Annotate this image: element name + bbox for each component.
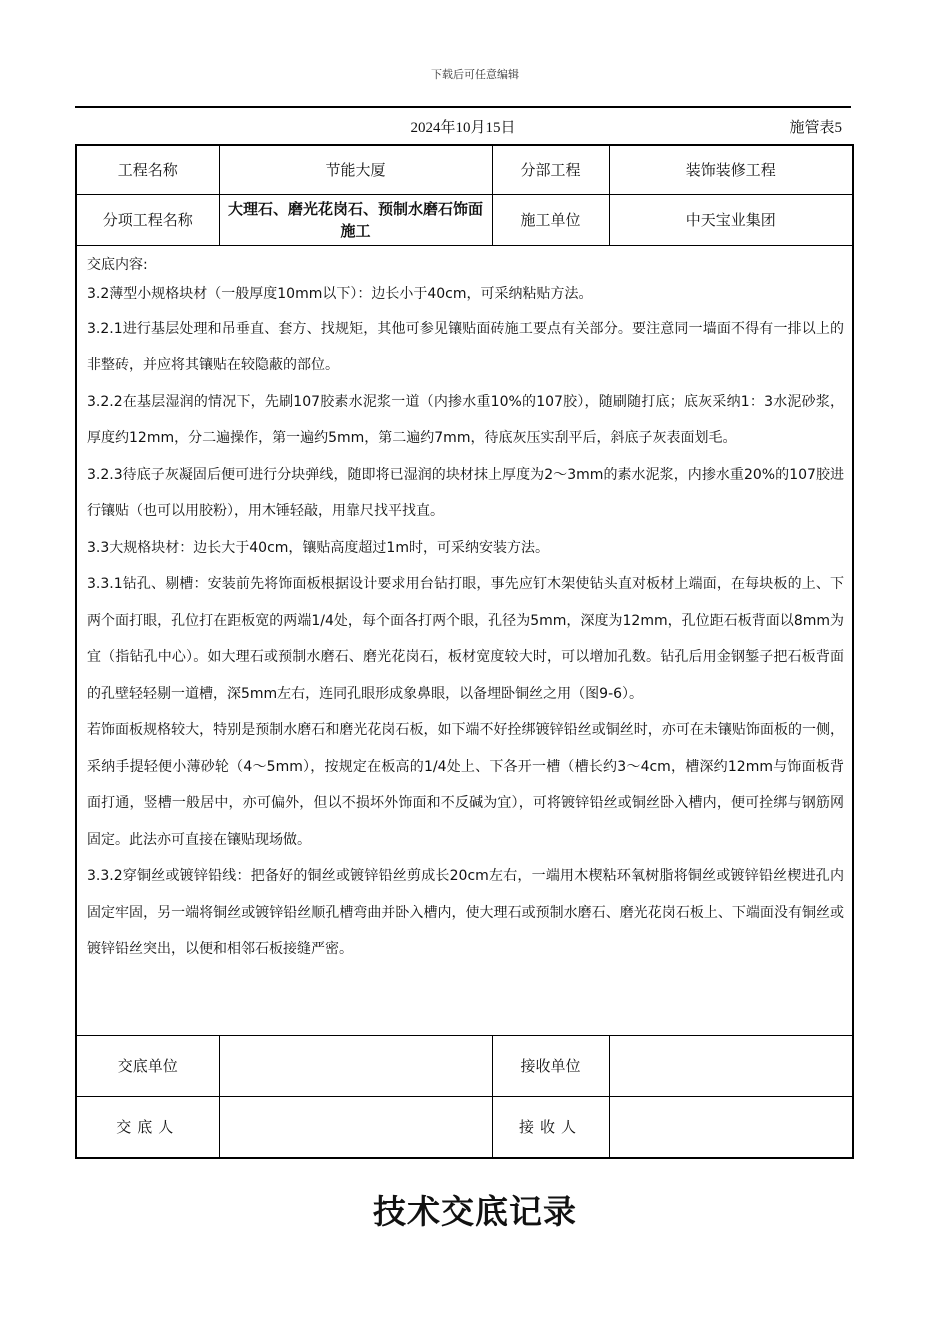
receiver-unit-value[interactable] bbox=[609, 1035, 853, 1096]
header-note: 下载后可任意编辑 bbox=[431, 68, 519, 81]
division-value: 装饰装修工程 bbox=[609, 145, 853, 194]
receiver-person-value[interactable] bbox=[609, 1096, 853, 1158]
subitem-value: 大理石、磨光花岗石、预制水磨石饰面施工 bbox=[219, 194, 492, 245]
paragraph-3-3: 3.3大规格块材：边长大于40cm，镶贴高度超过1m时，可采纳安装方法。 bbox=[87, 539, 549, 556]
handover-person-label: 交底人 bbox=[76, 1096, 219, 1158]
page-title: 技术交底记录 bbox=[373, 1192, 577, 1231]
handover-unit-label: 交底单位 bbox=[76, 1035, 219, 1096]
handover-unit-value[interactable] bbox=[219, 1035, 492, 1096]
handover-person-value[interactable] bbox=[219, 1096, 492, 1158]
paragraph-3-3-2: 3.3.2穿铜丝或镀锌铅线：把备好的铜丝或镀锌铅丝剪成长20cm左右，一端用木楔粘环氧树脂将铜丝或镀锌铅丝楔进孔内固定牢固，另一端将铜丝或镀锌铅丝顺孔槽弯曲并卧入槽内，使大理石或预制水磨石、磨光花岗石板上、下端面没有铜丝或镀锌铅丝突出，以便和相邻石板接缝严密。 bbox=[87, 868, 845, 957]
paragraph-3-2-1: 3.2.1进行基层处理和吊垂直、套方、找规矩，其他可参见镶贴面砖施工要点有关部分。要注意同一墙面不得有一排以上的非整砖，并应将其镶贴在较隐蔽的部位。 bbox=[87, 320, 845, 373]
paragraph-3-2-2: 3.2.2在基层湿润的情况下，先刷107胶素水泥浆一道（内掺水重10%的107胶），随刷随打底；底灰采纳1：3水泥砂浆，厚度约12mm，分二遍操作，第一遍约5mm，第二遍约7mm，待底灰压实刮平后，斜底子灰表面划毛。 bbox=[87, 393, 845, 446]
paragraph-3-2-3: 3.2.3待底子灰凝固后便可进行分块弹线，随即将已湿润的块材抹上厚度为2～3mm的素水泥浆，内掺水重20%的107胶进行镶贴（也可以用胶粉），用木锤轻敲，用靠尺找平找直。 bbox=[87, 466, 845, 519]
project-name-label: 工程名称 bbox=[76, 145, 219, 194]
division-label: 分部工程 bbox=[492, 145, 609, 194]
form-number: 施管表5 bbox=[789, 120, 842, 136]
disclosure-content bbox=[76, 245, 853, 1035]
paragraph-3-3-1: 3.3.1钻孔、剔槽：安装前先将饰面板根据设计要求用台钻打眼，事先应钉木架使钻头直对板材上端面，在每块板的上、下两个面打眼，孔位打在距板宽的两端1/4处，每个面各打两个眼，孔径为5mm，深度为12mm，孔位距石板背面以8mm为宜（指钻孔中心）。如大理石或预制水磨石、磨光花岗石，板材宽度较大时，可以增加孔数。钻孔后用金钢錾子把石板背面的孔壁轻轻剔一道槽，深5mm左右，连同孔眼形成象鼻眼，以备埋卧铜丝之用（图9-6）。 bbox=[87, 576, 845, 702]
project-name-value: 节能大厦 bbox=[219, 145, 492, 194]
paragraph-large-slab: 若饰面板规格较大，特别是预制水磨石和磨光花岗石板，如下端不好拴绑镀锌铅丝或铜丝时，亦可在未镶贴饰面板的一侧，采纳手提轻便小薄砂轮（4～5mm），按规定在板高的1/4处上、下各开一槽（槽长约3～4cm，槽深约12mm与饰面板背面打通，竖槽一般居中，亦可偏外，但以不损坏外饰面和不反碱为宜），可将镀锌铅丝或铜丝卧入槽内，便可拴绑与钢筋网固定。此法亦可直接在镶贴现场做。 bbox=[87, 722, 845, 848]
receiver-unit-label: 接收单位 bbox=[492, 1035, 609, 1096]
paragraph-3-2: 3.2薄型小规格块材（一般厚度10mm以下）：边长小于40cm，可采纳粘贴方法。 bbox=[87, 285, 593, 302]
contractor-value: 中天宝业集团 bbox=[609, 194, 853, 245]
content-label: 交底内容: bbox=[87, 256, 148, 273]
subitem-label: 分项工程名称 bbox=[76, 194, 219, 245]
top-rule bbox=[75, 106, 851, 108]
receiver-person-label: 接收人 bbox=[492, 1096, 609, 1158]
date: 2024年10月15日 bbox=[410, 120, 516, 136]
disclosure-table bbox=[75, 144, 854, 1159]
contractor-label: 施工单位 bbox=[492, 194, 609, 245]
